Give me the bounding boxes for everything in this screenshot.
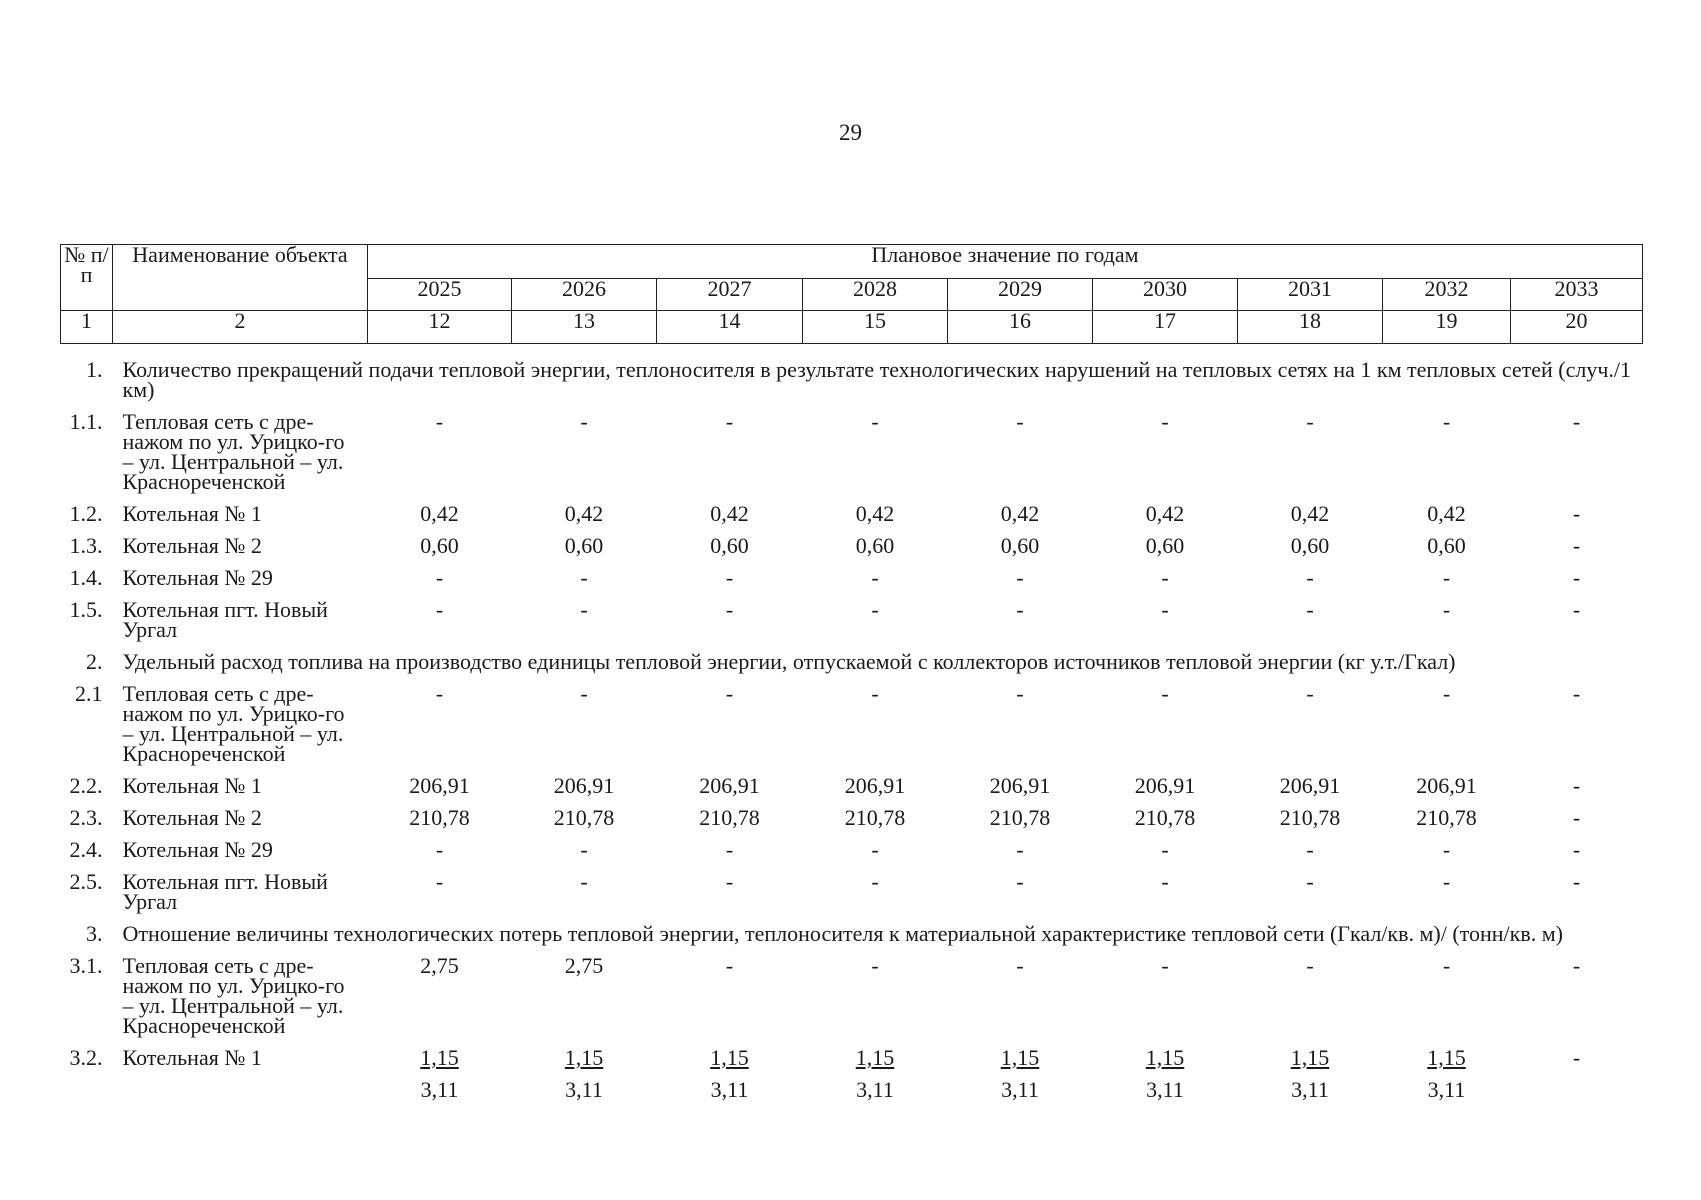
value-cell: - [1442, 869, 1451, 894]
object-name: Котельная № 2 [122, 805, 262, 830]
value-cell: - [1442, 597, 1451, 622]
value-cell: - [580, 681, 588, 706]
value-cell: 1,15 [1145, 1045, 1185, 1070]
value-cell: - [1161, 565, 1169, 590]
value-cell: 210,78 [553, 805, 615, 830]
value-cell: - [1306, 597, 1314, 622]
object-name: Тепловая сеть с дре-нажом по ул. Урицко-го – ул. Центральной – ул. Краснореченской [122, 409, 345, 494]
value-cell: - [1442, 681, 1451, 706]
value-cell: - [435, 837, 444, 862]
header-col-number: 20 [1511, 311, 1643, 344]
value-cell: - [435, 869, 444, 894]
table-row [61, 530, 1643, 562]
object-name: Котельная № 1 [122, 1045, 262, 1070]
value-cell: 2,75 [420, 953, 459, 978]
value-cell: 0,42 [855, 501, 895, 526]
value-cell: - [1016, 597, 1024, 622]
table-row [61, 678, 1643, 770]
header-year-2032: 2032 [1383, 279, 1511, 311]
value-cell: - [1306, 837, 1314, 862]
row-number: 2.2. [69, 773, 103, 798]
value-cell: - [1442, 953, 1451, 978]
value-cell: 0,60 [710, 533, 749, 558]
row-number: 3.2. [69, 1045, 103, 1070]
value-cell: - [1306, 409, 1314, 434]
value-cell: - [725, 681, 734, 706]
value-cell: 0,60 [1290, 533, 1330, 558]
value-cell: 206,91 [699, 773, 760, 798]
header-col-number: 1 [61, 311, 113, 344]
value-cell: 206,91 [989, 773, 1051, 798]
header-col-number: 17 [1093, 311, 1238, 344]
header-col-no: № п/п [61, 245, 113, 311]
object-name: Котельная пгт. Новый Ургал [122, 869, 328, 914]
value-cell: - [1016, 953, 1024, 978]
value-cell: - [580, 869, 588, 894]
section-header-row [61, 646, 1643, 678]
row-number: 3.1. [69, 953, 103, 978]
row-number: 2.1 [75, 681, 103, 706]
value-cell: 0,60 [564, 533, 604, 558]
value-cell: 0,60 [420, 533, 459, 558]
value-cell: 210,78 [409, 805, 470, 830]
value-cell: - [580, 409, 588, 434]
value-cell: - [1572, 501, 1581, 526]
row-number: 2.5. [69, 869, 103, 894]
value-cell: 0,42 [564, 501, 604, 526]
header-year-2028: 2028 [803, 279, 948, 311]
value-cell: - [871, 409, 879, 434]
value-cell: - [1161, 409, 1169, 434]
value-cell: - [1572, 805, 1581, 830]
section-title: Удельный расход топлива на производство единицы тепловой энергии, отпускаемой с коллекторов источников тепловой энергии (кг у.т./Гкал) [122, 649, 1456, 674]
value-cell: 206,91 [409, 773, 470, 798]
row-number: 2.3. [69, 805, 103, 830]
value-cell: - [1442, 837, 1451, 862]
table-row [61, 950, 1643, 1042]
section-number: 1. [86, 357, 103, 382]
value-cell-second: 3,11 [710, 1077, 749, 1102]
value-cell: - [1572, 565, 1581, 590]
object-name: Котельная № 29 [122, 565, 273, 590]
value-cell: - [580, 597, 588, 622]
value-cell: - [725, 409, 734, 434]
value-cell: - [1572, 597, 1581, 622]
value-cell: 210,78 [1279, 805, 1341, 830]
value-cell: - [1572, 869, 1581, 894]
row-number: 1.2. [69, 501, 103, 526]
table-row [61, 594, 1643, 646]
table-row [61, 834, 1643, 866]
value-cell: 0,60 [855, 533, 895, 558]
value-cell: - [1016, 409, 1024, 434]
value-cell: 1,15 [710, 1045, 749, 1070]
value-cell: - [871, 565, 879, 590]
planned-values-table [60, 244, 1643, 1106]
row-number: 2.4. [69, 837, 103, 862]
value-cell: - [1442, 565, 1451, 590]
value-cell: 206,91 [844, 773, 906, 798]
value-cell: - [580, 565, 588, 590]
table-row [61, 1042, 1643, 1074]
value-cell-second: 3,11 [565, 1077, 603, 1102]
value-cell: 0,42 [1000, 501, 1040, 526]
header-col-number: 2 [113, 311, 368, 344]
section-title: Количество прекращений подачи тепловой энергии, теплоносителя в результате технологических нарушений на тепловых сетях на 1 км тепловых сетей (случ./1 км) [122, 357, 1632, 402]
header-col-number: 12 [368, 311, 512, 344]
value-cell: - [1016, 869, 1024, 894]
value-cell: 2,75 [564, 953, 604, 978]
object-name: Тепловая сеть с дре-нажом по ул. Урицко-го – ул. Центральной – ул. Краснореченской [122, 681, 345, 766]
header-col-number: 16 [948, 311, 1093, 344]
header-col-number: 18 [1238, 311, 1383, 344]
value-cell: - [725, 837, 734, 862]
table-row-continuation [61, 1074, 1643, 1106]
value-cell: 1,15 [1290, 1045, 1330, 1070]
value-cell-second: 3,11 [1146, 1077, 1184, 1102]
value-cell: - [1016, 681, 1024, 706]
value-cell: 206,91 [553, 773, 615, 798]
value-cell: - [725, 869, 734, 894]
header-col-number: 19 [1383, 311, 1511, 344]
value-cell: - [435, 597, 444, 622]
value-cell: - [1016, 565, 1024, 590]
row-number: 1.5. [69, 597, 103, 622]
table-row [61, 562, 1643, 594]
header-col-name: Наименование объекта [113, 245, 368, 311]
value-cell: 1,15 [420, 1045, 459, 1070]
table-row [61, 770, 1643, 802]
value-cell: 1,15 [564, 1045, 604, 1070]
row-number: 1.3. [69, 533, 103, 558]
value-cell-second: 3,11 [420, 1077, 459, 1102]
header-year-2027: 2027 [657, 279, 803, 311]
value-cell: 210,78 [844, 805, 906, 830]
object-name: Котельная № 1 [122, 501, 262, 526]
value-cell: - [1572, 409, 1581, 434]
value-cell: - [1306, 953, 1314, 978]
row-number: 1.1. [69, 409, 103, 434]
value-cell: - [1306, 681, 1314, 706]
table-row [61, 406, 1643, 498]
value-cell: 206,91 [1134, 773, 1196, 798]
value-cell: - [871, 597, 879, 622]
header-col-number: 14 [657, 311, 803, 344]
header-year-2031: 2031 [1238, 279, 1383, 311]
value-cell: - [871, 869, 879, 894]
value-cell: - [1161, 953, 1169, 978]
object-name: Котельная № 2 [122, 533, 262, 558]
value-cell: 206,91 [1416, 773, 1477, 798]
header-group-title: Плановое значение по годам [368, 245, 1643, 279]
value-cell: - [871, 953, 879, 978]
header-col-number: 13 [512, 311, 657, 344]
value-cell: 0,60 [1000, 533, 1040, 558]
value-cell: 1,15 [1000, 1045, 1040, 1070]
section-header-row [61, 918, 1643, 950]
value-cell: - [1306, 565, 1314, 590]
value-cell: 210,78 [989, 805, 1051, 830]
section-number: 3. [86, 921, 103, 946]
value-cell: - [725, 953, 734, 978]
value-cell: - [435, 409, 444, 434]
section-header-row [61, 354, 1643, 406]
value-cell: 0,42 [420, 501, 459, 526]
header-year-2025: 2025 [368, 279, 512, 311]
header-year-2029: 2029 [948, 279, 1093, 311]
value-cell-second: 3,11 [1427, 1077, 1466, 1102]
section-number: 2. [86, 649, 103, 674]
value-cell-second: 3,11 [1001, 1077, 1039, 1102]
value-cell: - [435, 681, 444, 706]
header-year-2033: 2033 [1511, 279, 1643, 311]
value-cell: - [1572, 773, 1581, 798]
value-cell: 1,15 [1427, 1045, 1466, 1070]
table-row [61, 866, 1643, 918]
value-cell: 0,42 [710, 501, 749, 526]
value-cell: 1,15 [855, 1045, 895, 1070]
object-name: Котельная № 29 [122, 837, 273, 862]
object-name: Котельная № 1 [122, 773, 262, 798]
value-cell: - [1161, 681, 1169, 706]
value-cell: - [1016, 837, 1024, 862]
value-cell-second: 3,11 [856, 1077, 894, 1102]
object-name: Котельная пгт. Новый Ургал [122, 597, 328, 642]
value-cell: - [1161, 597, 1169, 622]
value-cell: - [1572, 533, 1581, 558]
header-col-number: 15 [803, 311, 948, 344]
value-cell: 0,60 [1427, 533, 1466, 558]
value-cell: 0,42 [1290, 501, 1330, 526]
value-cell: 210,78 [1416, 805, 1477, 830]
header-year-2026: 2026 [512, 279, 657, 311]
value-cell: - [1572, 953, 1581, 978]
header-year-2030: 2030 [1093, 279, 1238, 311]
value-cell: - [871, 837, 879, 862]
value-cell: - [725, 565, 734, 590]
value-cell: - [1161, 837, 1169, 862]
value-cell: - [1572, 681, 1581, 706]
page-number: 29 [839, 120, 862, 145]
table-row [61, 498, 1643, 530]
value-cell: 0,60 [1145, 533, 1185, 558]
value-cell: 0,42 [1145, 501, 1185, 526]
value-cell: - [1572, 1045, 1581, 1070]
table-row [61, 802, 1643, 834]
object-name: Тепловая сеть с дре-нажом по ул. Урицко-го – ул. Центральной – ул. Краснореченской [122, 953, 345, 1038]
value-cell: - [1572, 837, 1581, 862]
value-cell: 206,91 [1279, 773, 1341, 798]
row-number: 1.4. [69, 565, 103, 590]
value-cell: - [725, 597, 734, 622]
value-cell-second: 3,11 [1291, 1077, 1329, 1102]
value-cell: - [1306, 869, 1314, 894]
section-title: Отношение величины технологических потерь тепловой энергии, теплоносителя к материальной характеристике тепловой сети (Гкал/кв. м)/ (тонн/кв. м) [122, 921, 1563, 946]
value-cell: 0,42 [1427, 501, 1466, 526]
value-cell: 210,78 [699, 805, 760, 830]
value-cell: - [1161, 869, 1169, 894]
value-cell: - [580, 837, 588, 862]
value-cell: 210,78 [1134, 805, 1196, 830]
value-cell-second [1511, 1074, 1643, 1106]
value-cell: - [435, 565, 444, 590]
value-cell: - [871, 681, 879, 706]
value-cell: - [1442, 409, 1451, 434]
